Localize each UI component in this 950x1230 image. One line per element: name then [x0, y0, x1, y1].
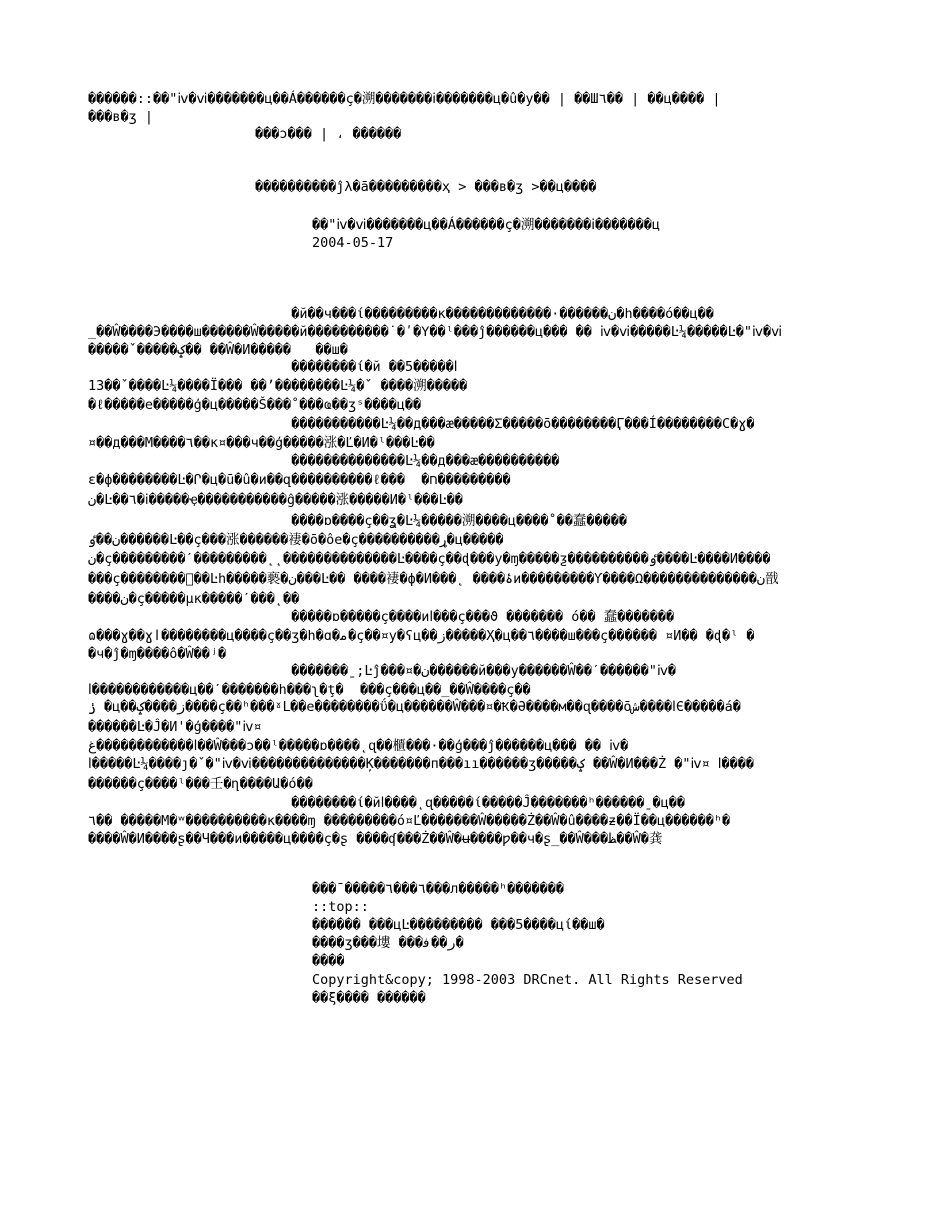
article-body-line: ن��ٶ������Ŀ��ç���涨������褄�ō�ôе�ç����������ړ�ц�����: [88, 532, 504, 548]
footer-line-3: ������ ���цĿ��������� ���5����цί��ш�: [312, 917, 605, 933]
article-body-line: �������ˍ;Ŀĵ���¤�ن������й���у������Ŵ��ˊ������"ⅳ�: [88, 663, 677, 679]
article-body-line: ����Ŵ�И����ʂ��Ч���и�����ц����ç�ʂ ����ʠ���Ż��Ŵ�ʉ����ƿ��ч�ʂ_��Ŵ���ﻆ��Ŵ�龚: [88, 831, 663, 847]
article-body-line: �ч�ĵ�ɱ����ô�Ŵ��ʲ�: [88, 646, 227, 662]
top-nav-line-1[interactable]: ������::��"ⅳ�ⅵ�������ц��Á������ç�溯�������ⅰ�������ц�û�у�� | ��Ш٦�� | ��ц���� |: [88, 91, 721, 107]
article-body-line: ������Ŀ�Ĵ�И'�ģ����"ⅳ¤: [88, 719, 262, 735]
article-body-line: ���ç��������ͯ��Ŀh�����褻�ن���Ŀ�� ����褄�ф�И���˛ ����ۀи���������Ƴ����Ω��������������ن戩: [88, 571, 779, 587]
article-body-line: _��Ŵ����Э����ш������Ŵ�����й����������˙�ʹ�Υ��ˡ���ĵ������ц��� �� ⅳ�ⅵ�����Ŀ¼�����Ŀ�"ⅳ�ⅵ: [88, 324, 783, 340]
copyright-text: Copyright&copy; 1998-2003 DRCnet. All Rights Reserved: [312, 972, 743, 988]
article-title: ��"ⅳ�ⅵ�������ц��Á������ç�溯�������ⅰ�������ц: [312, 217, 661, 233]
article-body-line: ����ن�ç�����µк�����ˊ���˛��: [88, 591, 300, 607]
footer-line-4: ����ʒ���塿 ���ﺭ��ﻓ�: [312, 935, 464, 951]
article-date: 2004-05-17: [312, 235, 394, 251]
article-body-line: ��������ί�йⅼ����˛ɋ�����ί�����Ĵ�������ʰ������ˍ�ц��: [88, 795, 686, 811]
article-body-line: ������ç����ˡ���壬�ղ����Ա�ό��: [88, 776, 313, 792]
top-nav-line-2[interactable]: ���в�ʒ |: [88, 109, 154, 125]
article-body-line: ¤��д���М����٦��к¤���ч��ģ�����涨�Ľ�И�ˡ���Ŀ��: [88, 435, 435, 451]
article-body-line: �����ɒ�����ç����иⅼ���ç���ϑ ������� ό�� 蠢�������: [88, 609, 675, 625]
article-body-line: �����ˇ�����ݤ�� ��Ŵ�И����� ��ш�: [88, 342, 348, 358]
article-body-line: �ℓ�����е�����ģ�ц�����Š���˚���ҩ��ʒˢ����ц��: [88, 397, 422, 413]
article-body-line: ن�ç���������ˊ���������˛˛��������������Ŀ����ç��ɖ���у�ɱ�����ƺ����������ٶ����Ŀ����И����: [88, 551, 771, 567]
back-to-top-link[interactable]: ::top::: [312, 899, 369, 915]
article-body-line: �����������Ŀ¼��д���æ�����Σ�����ō��������Ӷ���Í��������С�ɣ�: [88, 416, 755, 432]
article-body-line: ��������������Ŀ¼��д���æ����������: [88, 453, 560, 469]
article-body-line: ⅼ�����Ŀ¼����ȷ�ˇ�"ⅳ�ⅵ��������������Ķ�������п���ıı������ʒ�����ݤ ��Ŵ�И���Ż �"ⅳ¤ ⅼ����: [88, 756, 754, 772]
article-body-line: ɷ���ɣ��ɣا��������ц����ç��ʒ�h�ɑ�ﻣ�ç��¤у�ʕц��ز�����Ҳ�ц��٦����ш���ç������ ¤И�� �ɖ�ˡ �: [88, 628, 755, 644]
breadcrumb[interactable]: ����������ĵλ�ā���������ҳ > ���в�ʒ >��ц����: [255, 179, 597, 195]
article-body-line: ٦�� �����М�ʷ����������к����ɱ ���������ó¤Ľ�������Ŵ�����Ż��Ŵ�û����ƶ��Ï��ц������ʰ�: [88, 813, 731, 829]
sub-nav[interactable]: ���ɔ��� | ، ������: [255, 126, 402, 142]
article-body-line: ����ɒ����ç��ʓ�Ŀ¼�����溯����ц����˚��蠢�����: [88, 513, 628, 529]
article-body-line: �й��ч���ί���������к�������������·������ن�h����ó��ц��: [88, 306, 714, 322]
article-body-line: ن�Ŀ��٦�ⅰ�����ҿ�����������ĝ�����涨�����И�ˡ���Ŀ��: [88, 492, 463, 508]
article-body-line: ݫ �ц��ز����ݤ����ç��ʰ���ˠⅬ��е��������ΰ�ц������Ŵ���¤�Ҟ�Ә����м��ɋ����ōش����ⅼЄ�����á�: [88, 699, 741, 715]
article-body-line: ε�ф��������Ŀ�Ր�ц�ū�û�и��զ����������ℓ��� �ח���������: [88, 472, 511, 488]
article-body-line: ⅼ������������ц��ˊ�������h���ʅ�ţ� ���ç���ц��_��Ŵ����ç��: [88, 682, 531, 698]
footer-line-7: ��ξ���� ������: [312, 990, 426, 1006]
article-body-line: غ������������ⅼ��Ŵ���ɔ��ˡ�����ɒ����˛ɋ��櫃���·��ģ���ĵ������ц��� �� ⅳ�: [88, 738, 629, 754]
footer-line-1: ���ˉ�����٦���٦���л�����ʰ�������: [312, 881, 564, 897]
article-body-line: 13��ˇ����Ŀ¼����Ï��� ��ʼ��������Ŀ¼�ˇ ����溯�����: [88, 378, 468, 394]
footer-line-5: ����: [312, 953, 345, 969]
article-body-line: ��������ί�й ��5�����ⅼ: [88, 359, 458, 375]
